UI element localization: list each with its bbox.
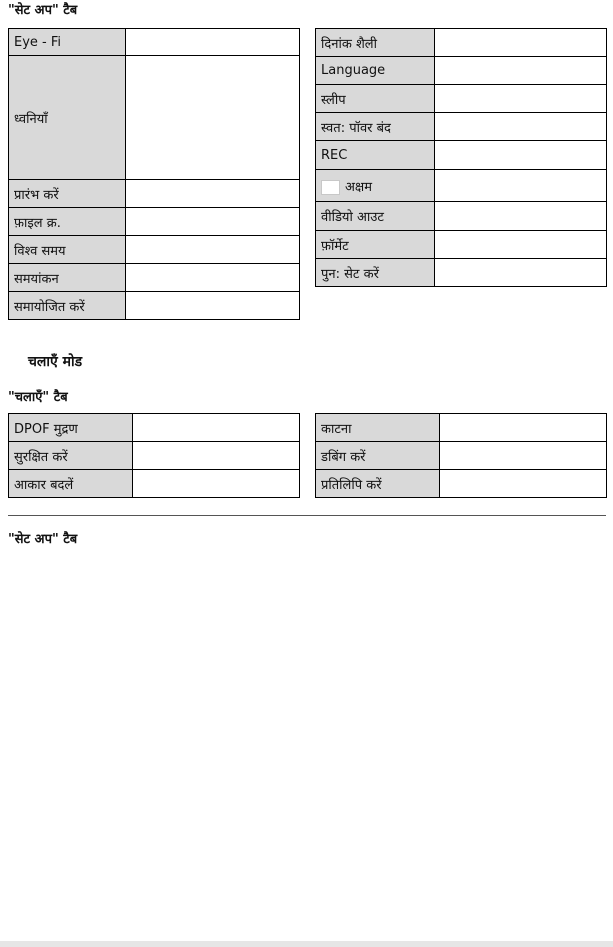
setting-value xyxy=(435,29,607,57)
setting-label: काटना xyxy=(316,414,440,442)
setting-value xyxy=(126,180,300,208)
setting-label: DPOF मुद्रण xyxy=(9,414,133,442)
setting-label: फ़ॉर्मेट xyxy=(316,231,435,259)
section-divider xyxy=(8,515,606,516)
setting-label: स्लीप xyxy=(316,85,435,113)
table-row xyxy=(9,56,300,180)
setting-value xyxy=(440,442,607,470)
playback-mode-title: चलाएँ मोड xyxy=(28,354,83,370)
table-row xyxy=(316,57,607,85)
table-row xyxy=(316,29,607,57)
setup-right-table xyxy=(315,28,607,287)
setting-label-text: अक्षम xyxy=(345,179,373,195)
setting-label: आकार बदलें xyxy=(9,470,133,498)
table-row xyxy=(9,470,300,498)
setting-value xyxy=(126,208,300,236)
setting-label: ध्वनियाँ xyxy=(9,56,126,180)
table-row xyxy=(9,180,300,208)
page-bottom-bar xyxy=(0,941,613,947)
setting-value xyxy=(435,85,607,113)
setting-label: सुरक्षित करें xyxy=(9,442,133,470)
table-row xyxy=(9,236,300,264)
table-row xyxy=(316,231,607,259)
setting-label: विश्व समय xyxy=(9,236,126,264)
table-row xyxy=(9,442,300,470)
setting-value xyxy=(126,29,300,56)
table-row xyxy=(316,113,607,141)
setting-label: डबिंग करें xyxy=(316,442,440,470)
table-row xyxy=(316,85,607,113)
table-row xyxy=(316,414,607,442)
table-row xyxy=(316,442,607,470)
setting-label: समायोजित करें xyxy=(9,292,126,320)
setting-value xyxy=(126,264,300,292)
blank-icon-box xyxy=(321,180,340,195)
table-row xyxy=(9,414,300,442)
setup-tab-heading-second: "सेट अप" टैब xyxy=(8,532,78,547)
table-row xyxy=(316,470,607,498)
setting-label: दिनांक शैली xyxy=(316,29,435,57)
setting-label: फ़ाइल क्र. xyxy=(9,208,126,236)
setting-value xyxy=(126,56,300,180)
setting-value xyxy=(435,231,607,259)
setup-left-table xyxy=(8,28,300,320)
table-row xyxy=(316,141,607,170)
play-tab-heading: "चलाएँ" टैब xyxy=(8,390,68,405)
play-right-table xyxy=(315,413,607,498)
setting-value xyxy=(126,236,300,264)
setting-label: समयांकन xyxy=(9,264,126,292)
setting-value xyxy=(435,170,607,202)
table-row xyxy=(9,264,300,292)
setting-value xyxy=(435,259,607,287)
setting-value xyxy=(440,414,607,442)
setting-value xyxy=(435,57,607,85)
setting-label: Eye - Fi xyxy=(9,29,126,56)
table-row xyxy=(316,170,607,202)
setting-value xyxy=(435,141,607,170)
setting-label xyxy=(316,170,435,202)
setting-value xyxy=(435,202,607,231)
setting-label: Language xyxy=(316,57,435,85)
setting-label: स्वत: पॉवर बंद xyxy=(316,113,435,141)
setting-value xyxy=(126,292,300,320)
setting-value xyxy=(133,442,300,470)
setting-value xyxy=(435,113,607,141)
table-row xyxy=(316,259,607,287)
table-row xyxy=(316,202,607,231)
setup-tab-heading: "सेट अप" टैब xyxy=(8,3,78,18)
play-left-table xyxy=(8,413,300,498)
setting-value xyxy=(133,414,300,442)
setting-value xyxy=(133,470,300,498)
setting-value xyxy=(440,470,607,498)
table-row xyxy=(9,29,300,56)
setting-label: पुन: सेट करें xyxy=(316,259,435,287)
table-row xyxy=(9,208,300,236)
setting-label: REC xyxy=(316,141,435,170)
table-row xyxy=(9,292,300,320)
setting-label: वीडियो आउट xyxy=(316,202,435,231)
setting-label: प्रतिलिपि करें xyxy=(316,470,440,498)
setting-label: प्रारंभ करें xyxy=(9,180,126,208)
